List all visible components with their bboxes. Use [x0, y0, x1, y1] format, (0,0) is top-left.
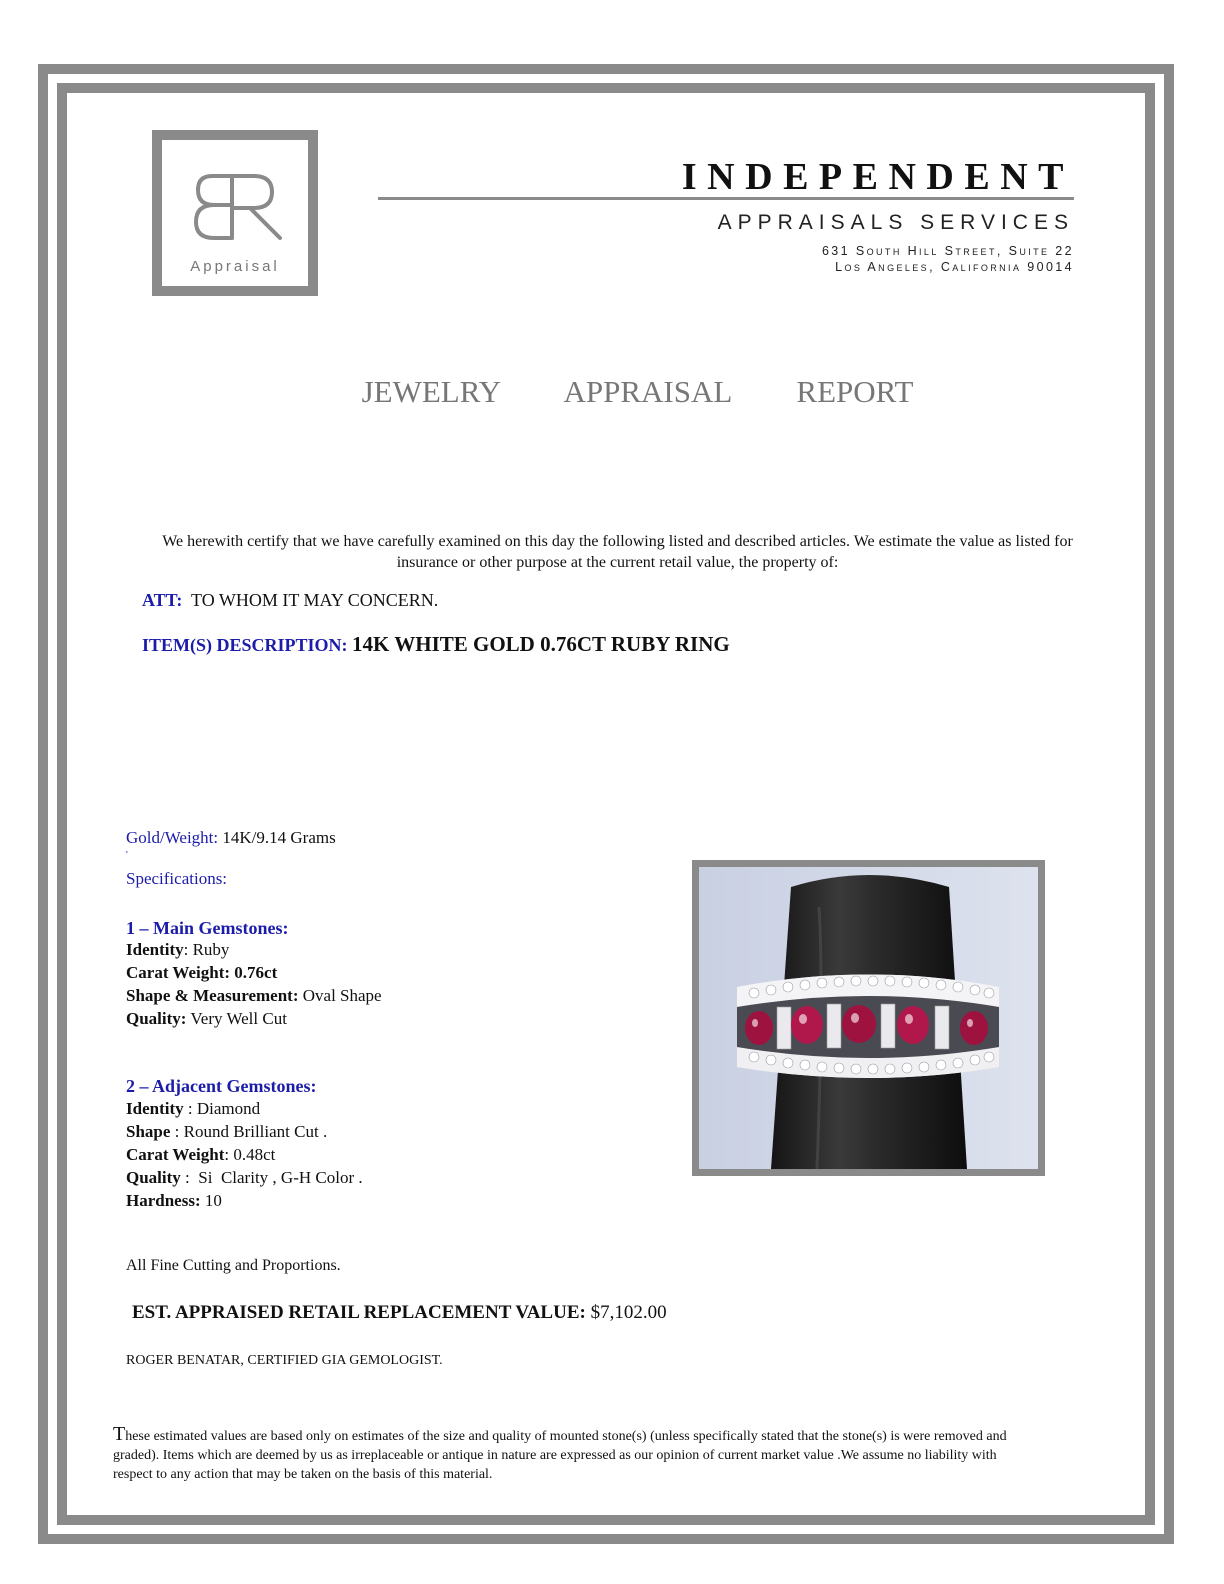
att-line: [142, 590, 438, 611]
report-title: JEWELRY APPRAISAL REPORT: [361, 374, 914, 409]
specifications-label: Specifications:: [126, 869, 228, 888]
main-shape: [126, 986, 382, 1006]
adj-carat: [126, 1145, 275, 1165]
fine-cutting-note: All Fine Cutting and Proportions.: [126, 1257, 341, 1274]
main-identity-label: Identity: [126, 940, 184, 959]
item-label: ITEM(S) DESCRIPTION:: [142, 635, 348, 655]
adj-identity: [126, 1099, 260, 1119]
main-quality: [126, 1009, 287, 1029]
certification-text: We herewith certify that we have carefully examined on this day the following listed and described articles. We estimate the value as listed for insurance or other purpose at the current retail value, the property of:: [162, 533, 1073, 571]
appraised-value-line: [132, 1302, 667, 1324]
main-quality-label: Quality:: [126, 1009, 187, 1028]
company-name: INDEPENDENT: [681, 156, 1074, 198]
stray-mark: ': [126, 850, 128, 861]
ring-illustration-icon: [699, 867, 1038, 1169]
main-quality-value: Very Well Cut: [190, 1009, 287, 1028]
main-carat: [126, 963, 277, 983]
er-monogram-icon: [192, 172, 288, 242]
company-subtitle: APPRAISALS SERVICES: [717, 211, 1074, 234]
adj-quality-label: Quality: [126, 1168, 181, 1187]
main-carat-label: Carat Weight: 0.76ct: [126, 963, 278, 982]
main-identity: [126, 940, 229, 960]
logo-label: Appraisal: [190, 258, 280, 275]
item-description: [142, 632, 730, 657]
adj-identity-value: : Diamond: [187, 1099, 261, 1118]
adj-hardness: [126, 1191, 222, 1211]
address-line-1: 631 South Hill Street, Suite 22: [821, 244, 1074, 258]
company-logo: [152, 130, 318, 296]
disclaimer-first-letter: T: [113, 1423, 126, 1445]
att-value: TO WHOM IT MAY CONCERN.: [191, 590, 439, 610]
main-identity-value: : Ruby: [183, 940, 230, 959]
main-shape-label: Shape & Measurement:: [126, 986, 299, 1005]
main-shape-value: Oval Shape: [302, 986, 382, 1005]
gold-weight-label: Gold/Weight:: [126, 828, 219, 847]
adj-carat-value: : 0.48ct: [224, 1145, 276, 1164]
adj-hardness-label: Hardness:: [126, 1191, 201, 1210]
gemologist-signature-line: ROGER BENATAR, CERTIFIED GIA GEMOLOGIST.: [126, 1353, 443, 1368]
gold-weight-line: [126, 828, 336, 848]
adj-quality-value: : Si Clarity , G-H Color .: [185, 1168, 363, 1187]
adj-shape: [126, 1122, 327, 1142]
adj-identity-label: Identity: [126, 1099, 184, 1118]
adjacent-gemstones-heading: 2 – Adjacent Gemstones:: [126, 1076, 317, 1096]
main-gemstones-heading: 1 – Main Gemstones:: [126, 918, 289, 938]
appraised-value-label: EST. APPRAISED RETAIL REPLACEMENT VALUE:: [132, 1302, 586, 1323]
adj-carat-label: Carat Weight: [126, 1145, 225, 1164]
disclaimer-text: hese estimated values are based only on estimates of the size and quality of mounted stone(s) (unless specifically stated that the stone(s) is were removed and graded). Items which are deemed by us as irreplaceable or antique in nature are expressed as our opinion of current market value .We assume no liability with respect to any action that may be taken on the basis of this material.: [113, 1429, 1007, 1482]
adj-shape-value: : Round Brilliant Cut .: [174, 1122, 328, 1141]
adj-hardness-value: 10: [204, 1191, 222, 1210]
item-value: 14K WHITE GOLD 0.76CT RUBY RING: [352, 632, 730, 656]
adj-shape-label: Shape: [126, 1122, 171, 1141]
ring-photo: [692, 860, 1045, 1176]
appraised-value-amount: $7,102.00: [590, 1302, 667, 1323]
address-line-2: Los Angeles, California 90014: [835, 260, 1074, 274]
disclaimer: [113, 1425, 1033, 1484]
gold-weight-value: 14K/9.14 Grams: [222, 828, 336, 847]
att-label: ATT:: [142, 590, 183, 610]
adj-quality: [126, 1168, 363, 1188]
